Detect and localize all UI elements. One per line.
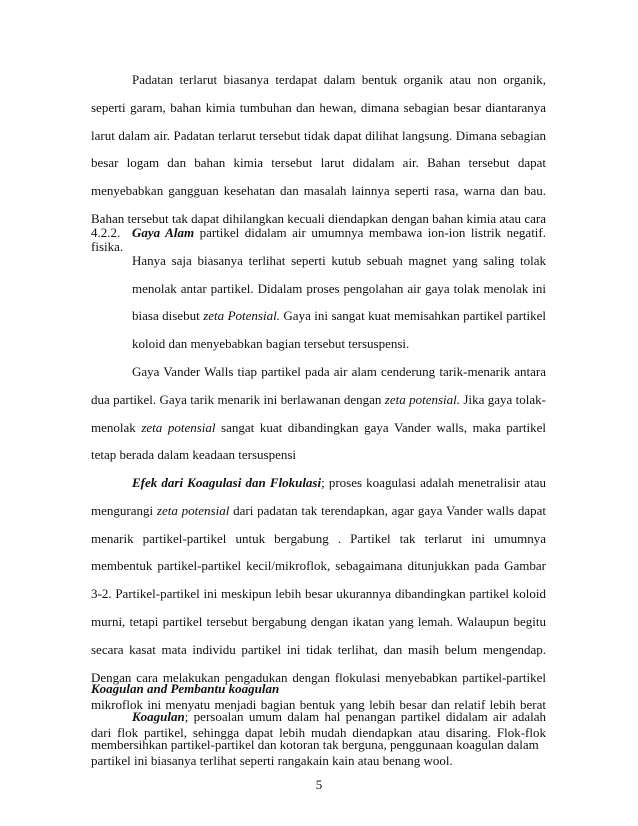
vdw-text-c: sangat kuat dibandingkan gaya Vander walls, maka partikel tetap berada dalam keadaan tersuspensi [91, 419, 547, 463]
paragraph-vander-walls [91, 358, 546, 469]
efek-text-a: ; proses koagulasi adalah menetralisir atau mengurangi [91, 475, 546, 518]
koagulan-text: ; persoalan umum dalam hal penangan partikel didalam air adalah membersihkan partikel-partikel dan kotoran tak berguna, penggunaan koagulan dalam [91, 709, 546, 752]
koagulan-title: Koagulan [132, 709, 185, 724]
section-text-b: Gaya ini sangat kuat memisahkan partikel partikel koloid dan menyebabkan bagian tersebut tersuspensi. [132, 308, 547, 352]
vdw-text-a: Gaya Vander Walls tiap partikel pada air alam cenderung tarik-menarik antara dua partikel. Gaya tarik menarik ini berlawanan dengan [91, 364, 546, 407]
paragraph-text: Padatan terlarut biasanya terdapat dalam bentuk organik atau non organik, seperti garam, bahan kimia tumbuhan dan hewan, dimana sebagian besar diantaranya larut dalam air. Padatan terlarut tersebut tidak dapat dilihat langsung. Dimana sebagian besar logam dan bahan kimia tersebut larut didalam air. Bahan tersebut dapat menyebabkan gangguan kesehatan dan masalah lainnya seperti rasa, warna dan bau. Bahan tersebut tak dapat dihilangkan kecuali diendapkan dengan bahan kimia atau cara fisika. [91, 72, 546, 254]
section-4-2-2 [91, 219, 546, 358]
efek-term: zeta potensial [156, 502, 230, 518]
heading-koagulan: Koagulan and Pembantu koagulan [91, 681, 280, 696]
vdw-text-b: Jika gaya tolak-menolak [91, 391, 546, 435]
efek-text-b: dari padatan tak terendapkan, agar gaya Vander walls dapat menarik partikel-partikel untuk bergabung . Partikel tak terlarut ini umumnya membentuk partikel-partikel kecil/mikroflok, sebagaimana ditunjukkan pada Gambar 3-2. Partikel-partikel ini meskipun lebih besar ukurannya dibandingkan partikel koloid murni, tetapi partikel tersebut bergabung dengan ikatan yang lemah. Walaupun begitu secara kasat mata individu partikel ini tidak terlihat, dan masih belum mengendap. Dengan cara melakukan pengadukan dengan flokulasi menyebabkan partikel-partikel mikroflok ini menyatu menjadi bagian bentuk yang lebih besar dan relatif lebih berat dari flok partikel, sehingga dapat lebih mudah diendapkan atau disaring. Flok-flok partikel ini biasanya terlihat seperti rangakain kain atau benang wool. [91, 502, 546, 768]
section-number: 4.2.2. [91, 225, 121, 240]
section-term: zeta Potensial. [203, 308, 280, 324]
vdw-term-b: zeta potensial [141, 419, 216, 435]
section-body [132, 219, 546, 358]
page-number: 5 [315, 777, 323, 792]
paragraph-koagulan [91, 703, 546, 759]
efek-title: Efek dari Koagulasi dan Flokulasi [132, 475, 322, 490]
vdw-term-a: zeta potensial. [384, 391, 461, 407]
section-title: Gaya Alam [132, 225, 195, 240]
section-text-a: partikel didalam air umumnya membawa ion-ion listrik negatif. Hanya saja biasanya terlihat seperti kutub sebuah magnet yang saling tolak menolak antar partikel. Didalam proses pengolahan air gaya tolak menolak ini biasa disebut [132, 225, 547, 324]
